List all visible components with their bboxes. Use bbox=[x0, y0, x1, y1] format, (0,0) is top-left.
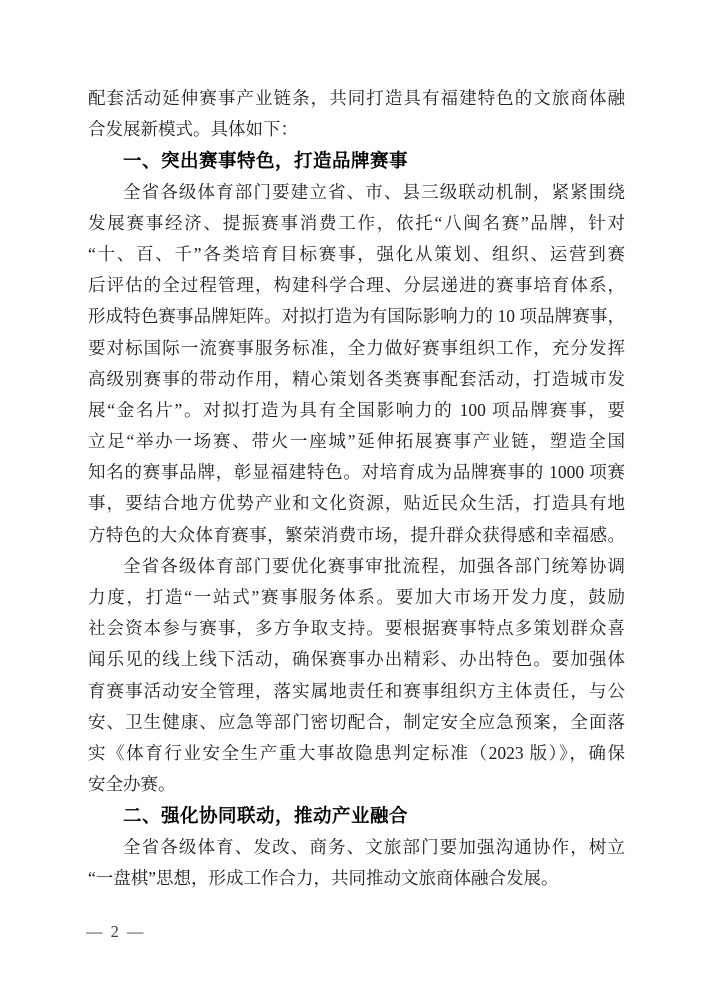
text-line: “一盘棋”思想，形成工作合力，共同推动文旅商体融合发展。 bbox=[88, 867, 559, 888]
text-line: 高级别赛事的带动作用，精心策划各类赛事配套活动，打造城市发 bbox=[88, 368, 625, 389]
text-line: 全省各级体育部门要建立省、市、县三级联动机制，紧紧围绕 bbox=[123, 181, 625, 202]
text-line: 发展赛事经济、提振赛事消费工作，依托“八闽名赛”品牌，针对 bbox=[88, 212, 625, 233]
section-heading-1: 一、突出赛事特色，打造品牌赛事 bbox=[123, 150, 409, 172]
text-line: 配套活动延伸赛事产业链条，共同打造具有福建特色的文旅商体融 bbox=[88, 88, 625, 108]
text-line: 实《体育行业安全生产重大事故隐患判定标准（2023 版）》，确保 bbox=[88, 742, 625, 763]
text-line: 方特色的大众体育赛事，繁荣消费市场，提升群众获得感和幸福感。 bbox=[88, 524, 625, 545]
text-line: 形成特色赛事品牌矩阵。对拟打造为有国际影响力的 10 项品牌赛事， bbox=[88, 306, 625, 327]
text-line: 闻乐见的线上线下活动，确保赛事办出精彩、办出特色。要加强体 bbox=[88, 649, 625, 670]
text-line: 合发展新模式。具体如下： bbox=[88, 119, 298, 140]
document-text-block bbox=[88, 83, 625, 894]
text-line: 全省各级体育部门要优化赛事审批流程，加强各部门统筹协调 bbox=[123, 555, 625, 576]
text-line: 立足“举办一场赛、带火一座城”延伸拓展赛事产业链，塑造全国 bbox=[88, 431, 625, 452]
page-number: — 2 — bbox=[86, 922, 146, 941]
text-line: 事，要结合地方优势产业和文化资源，贴近民众生活，打造具有地 bbox=[88, 493, 625, 514]
text-line: 社会资本参与赛事，多方争取支持。要根据赛事特点多策划群众喜 bbox=[88, 618, 625, 639]
text-line: 安全办赛。 bbox=[88, 774, 176, 795]
text-line: 要对标国际一流赛事服务标准，全力做好赛事组织工作，充分发挥 bbox=[88, 337, 625, 358]
text-line: “十、百、千”各类培育目标赛事，强化从策划、组织、运营到赛 bbox=[88, 243, 625, 264]
text-line: 展“金名片”。对拟打造为具有全国影响力的 100 项品牌赛事，要 bbox=[88, 399, 625, 420]
text-line: 安、卫生健康、应急等部门密切配合，制定安全应急预案，全面落 bbox=[88, 711, 625, 732]
text-line: 后评估的全过程管理，构建科学合理、分层递进的赛事培育体系， bbox=[88, 275, 625, 296]
text-line: 力度，打造“一站式”赛事服务体系。要加大市场开发力度，鼓励 bbox=[88, 587, 625, 607]
section-heading-2: 二、强化协同联动，推动产业融合 bbox=[123, 805, 409, 827]
text-line: 育赛事活动安全管理，落实属地责任和赛事组织方主体责任，与公 bbox=[88, 680, 625, 701]
text-line: 知名的赛事品牌，彰显福建特色。对培育成为品牌赛事的 1000 项赛 bbox=[88, 462, 625, 483]
text-line: 全省各级体育、发改、商务、文旅部门要加强沟通协作，树立 bbox=[123, 836, 625, 857]
